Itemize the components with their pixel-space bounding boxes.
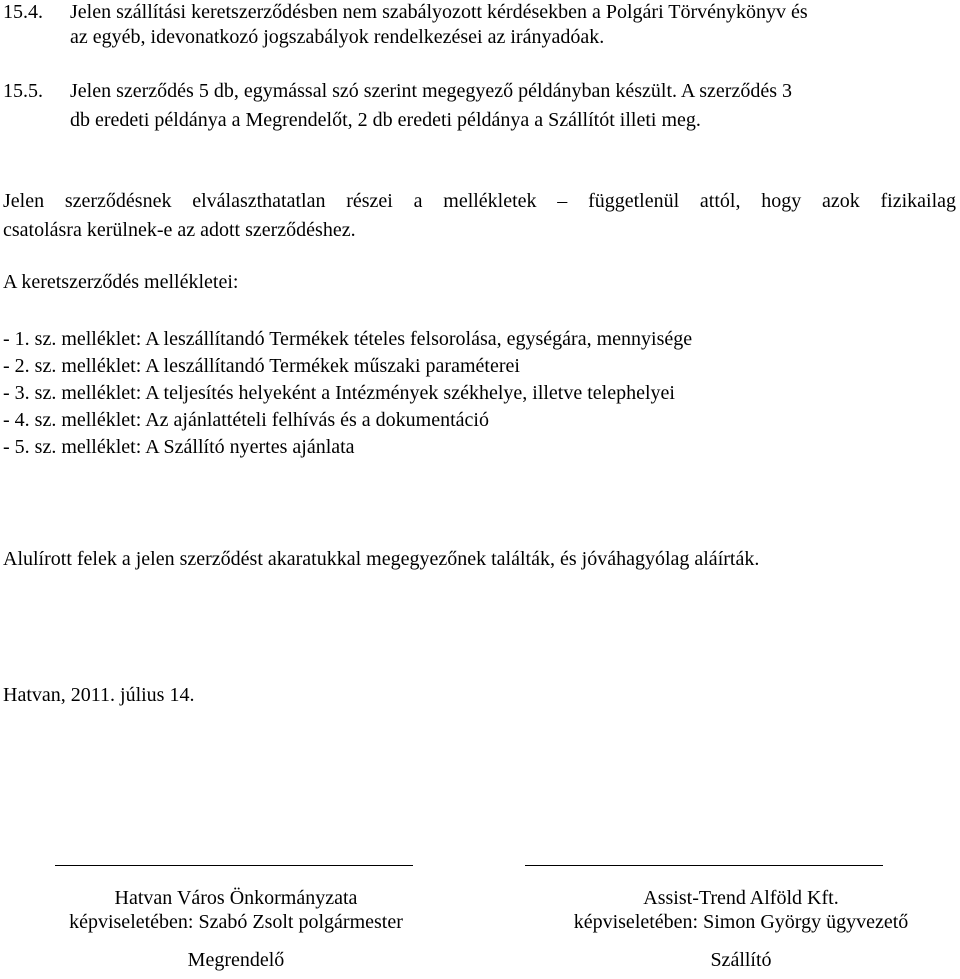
annex-intro-line2: csatolásra kerülnek-e az adott szerződéshez.	[3, 219, 356, 241]
clause-15-5-line2: db eredeti példánya a Megrendelőt, 2 db eredeti példánya a Szállítót illeti meg.	[70, 109, 701, 131]
signatory-role: Szállító	[710, 949, 772, 971]
signatory-org: Hatvan Város Önkormányzata	[114, 887, 358, 909]
clause-number: 15.4.	[3, 1, 43, 23]
annex-heading: A keretszerződés mellékletei:	[3, 271, 239, 293]
annex-intro-paragraph	[3, 189, 956, 213]
annex-item: - 3. sz. melléklet: A teljesítés helyeként a Intézmények székhelye, illetve telephelyei	[3, 382, 675, 404]
clause-number: 15.5.	[3, 80, 43, 102]
signatory-rep: képviseletében: Szabó Zsolt polgármester	[69, 911, 403, 933]
annex-item: - 2. sz. melléklet: A leszállítandó Termékek műszaki paraméterei	[3, 355, 520, 377]
clause-text: Jelen szerződés 5 db, egymással szó szerint megegyező példányban készült. A szerződés 3	[70, 80, 792, 102]
clause-15-4-line2: az egyéb, idevonatkozó jogszabályok rendelkezései az irányadóak.	[70, 26, 605, 48]
place-date: Hatvan, 2011. július 14.	[3, 684, 195, 706]
annex-intro-line1: Jelen szerződésnek elválaszthatatlan részei a mellékletek – függetlenül attól, hogy azok fizikailag	[3, 190, 956, 212]
clause-15-5-line1	[3, 79, 792, 103]
annex-item: - 5. sz. melléklet: A Szállító nyertes ajánlata	[3, 436, 355, 458]
signature-block-right	[530, 886, 952, 972]
clause-text: Jelen szállítási keretszerződésben nem szabályozott kérdésekben a Polgári Törvénykönyv és	[70, 1, 808, 23]
clause-15-4-line1	[3, 0, 808, 24]
annex-item: - 4. sz. melléklet: Az ajánlattételi felhívás és a dokumentáció	[3, 409, 489, 431]
signature-block-left	[20, 886, 452, 972]
signature-line-left	[55, 865, 413, 866]
signatory-role: Megrendelő	[187, 949, 285, 971]
signatory-org: Assist-Trend Alföld Kft.	[643, 887, 839, 909]
closing-statement: Alulírott felek a jelen szerződést akaratukkal megegyezőnek találták, és jóváhagyólag aláírták.	[3, 548, 760, 570]
annex-item: - 1. sz. melléklet: A leszállítandó Termékek tételes felsorolása, egységára, mennyisége	[3, 328, 693, 350]
signature-line-right	[525, 865, 883, 866]
signatory-rep: képviseletében: Simon György ügyvezető	[573, 911, 909, 933]
